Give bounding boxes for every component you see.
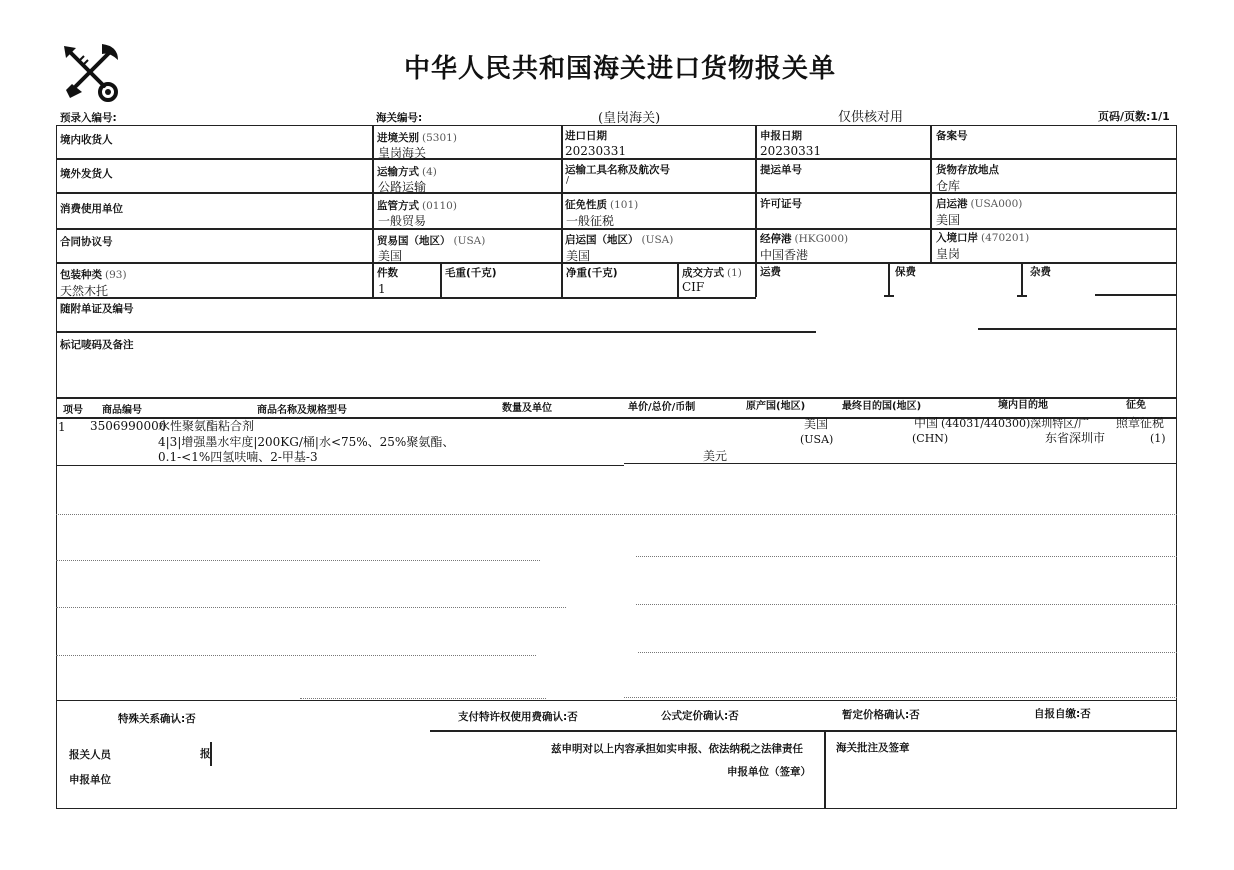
table-row-currency: 美元 <box>703 449 728 463</box>
customs-no-label: 海关编号: <box>376 112 423 124</box>
departure-port-label: 启运港 (USA000) <box>936 198 1023 210</box>
provisional-price-confirm: 暂定价格确认:否 <box>842 709 920 721</box>
declare-unit-label: 申报单位 <box>69 774 111 786</box>
storage-place-label: 货物存放地点 <box>936 164 999 176</box>
supervision-mode-value: 一般贸易 <box>378 214 427 228</box>
conveyance-label: 运输工具名称及航次号 <box>565 164 670 176</box>
freight-label: 运费 <box>760 266 781 278</box>
import-date-value: 20230331 <box>565 144 627 158</box>
table-row-goods-spec-1: 4|3|增强墨水牢度|200KG/桶|水<75%、25%聚氨酯、 <box>158 435 455 449</box>
transit-port-value: 中国香港 <box>760 248 809 262</box>
col-price: 单价/总价/币制 <box>628 402 696 413</box>
table-row-final-dest-code: (CHN) <box>912 432 949 445</box>
departure-country-label: 启运国（地区） (USA) <box>565 234 674 246</box>
levy-nature-value: 一般征税 <box>566 214 615 228</box>
table-row-domestic-dest-1: (44031/440300)深圳特区/广 <box>941 417 1089 430</box>
entry-port-label: 入境口岸 (470201) <box>936 232 1030 244</box>
table-row-goods-code: 3506990000 <box>90 419 167 433</box>
entry-customs-label: 进境关别 (5301) <box>377 132 457 144</box>
col-final-dest: 最终目的国(地区) <box>842 401 922 412</box>
preentry-no-label: 预录入编号: <box>60 112 117 124</box>
col-qty-unit: 数量及单位 <box>502 403 552 414</box>
bill-no-label: 提运单号 <box>760 164 802 176</box>
storage-place-value: 仓库 <box>936 179 961 193</box>
attached-docs-label: 随附单证及编号 <box>60 303 134 315</box>
transport-mode-value: 公路运输 <box>378 180 427 194</box>
table-row-origin: 美国 <box>804 417 829 431</box>
record-no-label: 备案号 <box>936 130 968 142</box>
consumer-unit-label: 消费使用单位 <box>60 203 123 215</box>
col-domestic-dest: 境内目的地 <box>998 400 1048 411</box>
declarant-label: 报关人员 <box>69 749 111 761</box>
conveyance-value: / <box>566 176 570 186</box>
self-report-tax-confirm: 自报自缴:否 <box>1034 708 1091 720</box>
insurance-label: 保费 <box>895 266 916 278</box>
royalty-confirm: 支付特许权使用费确认:否 <box>458 711 578 723</box>
table-row-item-no: 1 <box>58 420 66 434</box>
trade-country-label: 贸易国（地区） (USA) <box>377 235 486 247</box>
col-goods-code: 商品编号 <box>102 405 142 416</box>
table-row-goods-spec-2: 0.1-<1%四氢呋喃、2-甲基-3 <box>158 450 318 464</box>
customs-emblem-icon <box>58 40 122 104</box>
table-row-domestic-dest-2: 东省深圳市 <box>1045 431 1106 445</box>
overseas-consignor-label: 境外发货人 <box>60 168 113 180</box>
form-title: 中华人民共和国海关进口货物报关单 <box>404 54 837 84</box>
package-type-value: 天然木托 <box>60 284 109 298</box>
table-row-levy: 照章征税 <box>1116 416 1165 430</box>
net-weight-label: 净重(千克) <box>566 267 618 279</box>
col-item-no: 项号 <box>63 405 83 416</box>
transaction-mode-label: 成交方式 (1) <box>682 267 742 279</box>
transport-mode-label: 运输方式 (4) <box>377 166 437 178</box>
license-no-label: 许可证号 <box>760 198 802 210</box>
table-row-goods-name: 水性聚氨酯粘合剂 <box>158 419 255 433</box>
transaction-mode-value: CIF <box>682 280 705 294</box>
declaration-statement: 兹申明对以上内容承担如实申报、依法纳税之法律责任 <box>551 743 803 755</box>
entry-port-value: 皇岗 <box>936 247 961 261</box>
transit-port-label: 经停港 (HKG000) <box>760 233 849 245</box>
col-levy: 征免 <box>1126 400 1146 411</box>
declarant-right-mark: 报 <box>200 748 211 760</box>
page-indicator: 页码/页数:1/1 <box>1098 110 1170 123</box>
misc-fee-label: 杂费 <box>1030 266 1051 278</box>
table-row-levy-code: (1) <box>1150 432 1166 445</box>
gross-weight-label: 毛重(千克) <box>445 267 497 279</box>
package-type-label: 包装种类 (93) <box>60 269 127 281</box>
seal-label: 申报单位（签章） <box>727 766 811 778</box>
table-row-final-dest: 中国 <box>914 416 939 430</box>
special-relation-confirm: 特殊关系确认:否 <box>118 713 196 725</box>
import-date-label: 进口日期 <box>565 130 607 142</box>
departure-port-value: 美国 <box>936 213 961 227</box>
customs-office: (皇岗海关) <box>598 111 661 126</box>
trade-country-value: 美国 <box>378 249 403 263</box>
marks-remarks-label: 标记唛码及备注 <box>60 339 134 351</box>
domestic-consignee-label: 境内收货人 <box>60 134 113 146</box>
pieces-value: 1 <box>378 282 386 296</box>
col-goods-name: 商品名称及规格型号 <box>257 405 347 416</box>
declare-date-value: 20230331 <box>760 144 822 158</box>
contract-no-label: 合同协议号 <box>60 236 113 248</box>
table-row-origin-code: (USA) <box>800 433 834 446</box>
col-origin: 原产国(地区) <box>746 401 806 412</box>
customs-approval-label: 海关批注及签章 <box>836 742 910 754</box>
levy-nature-label: 征免性质 (101) <box>565 199 639 211</box>
supervision-mode-label: 监管方式 (0110) <box>377 200 457 212</box>
notice-text: 仅供核对用 <box>838 110 904 125</box>
entry-customs-value: 皇岗海关 <box>378 146 427 160</box>
declare-date-label: 申报日期 <box>760 130 802 142</box>
departure-country-value: 美国 <box>566 249 591 263</box>
formula-price-confirm: 公式定价确认:否 <box>661 710 739 722</box>
pieces-label: 件数 <box>377 267 398 279</box>
